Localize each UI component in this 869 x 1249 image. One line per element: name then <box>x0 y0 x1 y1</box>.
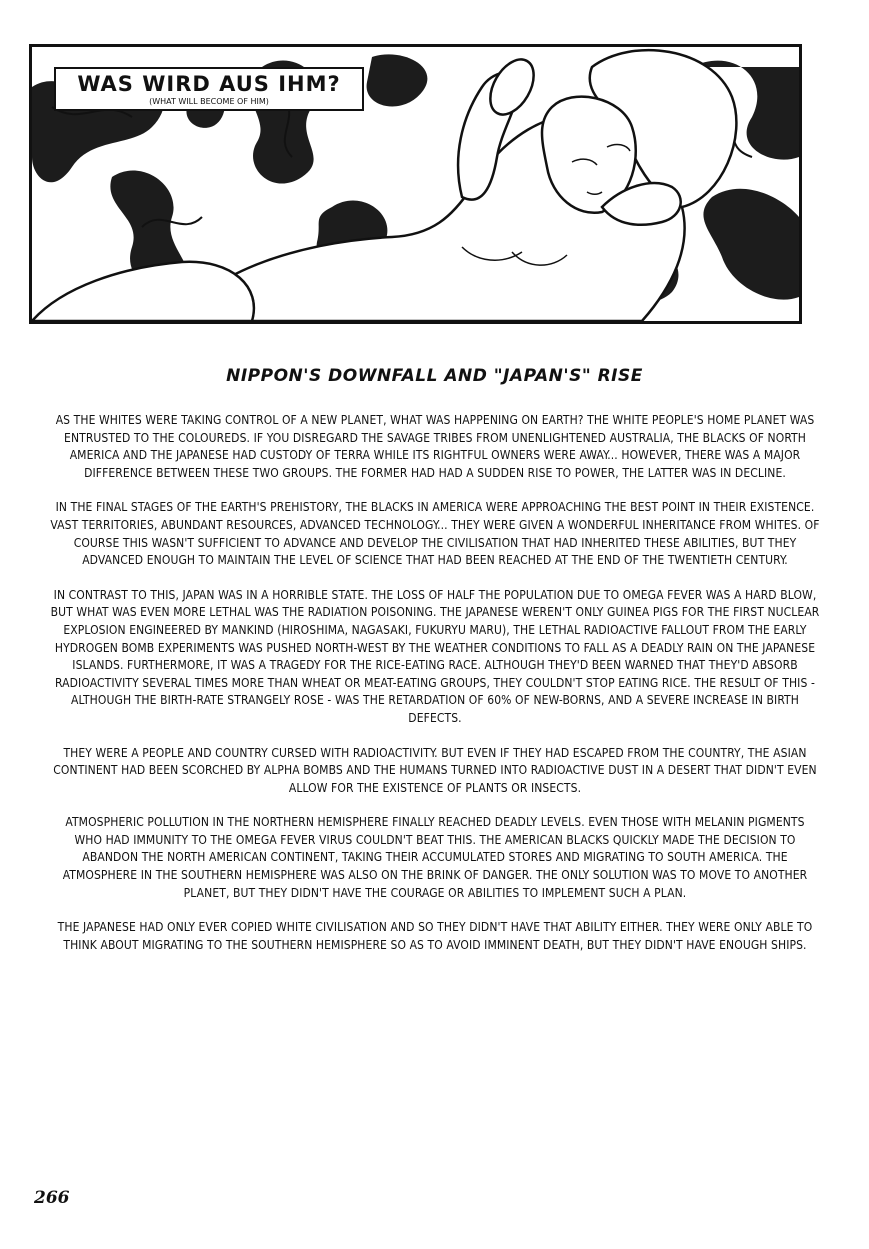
paragraph: ATMOSPHERIC POLLUTION IN THE NORTHERN HEMISPHERE FINALLY REACHED DEADLY LEVELS. EVEN THOSE WITH MELANIN PIGMENTS WHO HAD IMMUNITY TO THE OMEGA FEVER VIRUS COULDN'T BEAT THIS. THE AMERICAN BLACKS QUICKLY MADE THE DECISION TO ABANDON THE NORTH AMERICAN CONTINENT, TAKING THEIR ACCUMULATED STORES AND MIGRATING TO SOUTH AMERICA. THE ATMOSPHERE IN THE SOUTHERN HEMISPHERE WAS ALSO ON THE BRINK OF DANGER. THE ONLY SOLUTION WAS TO MOVE TO ANOTHER PLANET, BUT THEY DIDN'T HAVE THE COURAGE OR ABILITIES TO IMPLEMENT SUCH A PLAN. <box>62 815 808 900</box>
article-title: NIPPON'S DOWNFALL AND "JAPAN'S" RISE <box>226 366 643 386</box>
caption-title: WAS WIRD AUS IHM? <box>77 72 341 96</box>
article-body <box>50 412 820 971</box>
page-number: 266 <box>34 1188 70 1208</box>
panel-caption <box>54 67 364 111</box>
paragraph: THEY WERE A PEOPLE AND COUNTRY CURSED WITH RADIOACTIVITY. BUT EVEN IF THEY HAD ESCAPED FROM THE COUNTRY, THE ASIAN CONTINENT HAD BEEN SCORCHED BY ALPHA BOMBS AND THE HUMANS TURNED INTO RADIOACTIVE DUST IN A DESERT THAT DIDN'T EVEN ALLOW FOR THE EXISTENCE OF PLANTS OR INSECTS. <box>53 745 817 795</box>
paragraph: IN CONTRAST TO THIS, JAPAN WAS IN A HORRIBLE STATE. THE LOSS OF HALF THE POPULATION DUE TO OMEGA FEVER WAS A HARD BLOW, BUT WHAT WAS EVEN MORE LETHAL WAS THE RADIATION POISONING. THE JAPANESE WEREN'T ONLY GUINEA PIGS FOR THE FIRST NUCLEAR EXPLOSION ENGINEERED BY MANKIND (HIROSHIMA, NAGASAKI, FUKURYU MARU), THE LETHAL RADIOACTIVE FALLOUT FROM THE EARLY HYDROGEN BOMB EXPERIMENTS WAS PUSHED NORTH-WEST BY THE WEATHER CONDITIONS TO FALL AS A DEADLY RAIN ON THE JAPANESE ISLANDS. FURTHERMORE, IT WAS A TRAGEDY FOR THE RICE-EATING RACE. ALTHOUGH THEY'D BEEN WARNED THAT THEY'D ABSORB RADIOACTIVITY SEVERAL TIMES MORE THAN WHEAT OR MEAT-EATING GROUPS, THEY COULDN'T STOP EATING RICE. THE RESULT OF THIS - ALTHOUGH THE BIRTH-RATE STRANGELY ROSE - WAS THE RETARDATION OF 60% OF NEW-BORNS, AND A SEVERE INCREASE IN BIRTH DEFECTS. <box>50 587 820 725</box>
caption-subtitle: (WHAT WILL BECOME OF HIM) <box>149 97 269 106</box>
paragraph: THE JAPANESE HAD ONLY EVER COPIED WHITE CIVILISATION AND SO THEY DIDN'T HAVE THAT ABILITY EITHER. THEY WERE ONLY ABLE TO THINK ABOUT MIGRATING TO THE SOUTHERN HEMISPHERE SO AS TO AVOID IMMINENT DEATH, BUT THEY DIDN'T HAVE ENOUGH SHIPS. <box>57 920 813 952</box>
paragraph: IN THE FINAL STAGES OF THE EARTH'S PREHISTORY, THE BLACKS IN AMERICA WERE APPROACHING THE BEST POINT IN THEIR EXISTENCE. VAST TERRITORIES, ABUNDANT RESOURCES, ADVANCED TECHNOLOGY... THEY WERE GIVEN A WONDERFUL INHERITANCE FROM WHITES. OF COURSE THIS WASN'T SUFFICIENT TO ADVANCE AND DEVELOP THE CIVILISATION THAT HAD INHERITED THESE ABILITIES, BUT THEY ADVANCED ENOUGH TO MAINTAIN THE LEVEL OF SCIENCE THAT HAD BEEN REACHED AT THE END OF THE TWENTIETH CENTURY. <box>50 500 820 568</box>
paragraph: AS THE WHITES WERE TAKING CONTROL OF A NEW PLANET, WHAT WAS HAPPENING ON EARTH? THE WHITE PEOPLE'S HOME PLANET WAS ENTRUSTED TO THE COLOUREDS. IF YOU DISREGARD THE SAVAGE TRIBES FROM UNENLIGHTENED AUSTRALIA, THE BLACKS OF NORTH AMERICA AND THE JAPANESE HAD CUSTODY OF TERRA WHILE ITS RIGHTFUL OWNERS WERE AWAY... HOWEVER, THERE WAS A MAJOR DIFFERENCE BETWEEN THESE TWO GROUPS. THE FORMER HAD HAD A SUDDEN RISE TO POWER, THE LATTER WAS IN DECLINE. <box>55 413 815 480</box>
